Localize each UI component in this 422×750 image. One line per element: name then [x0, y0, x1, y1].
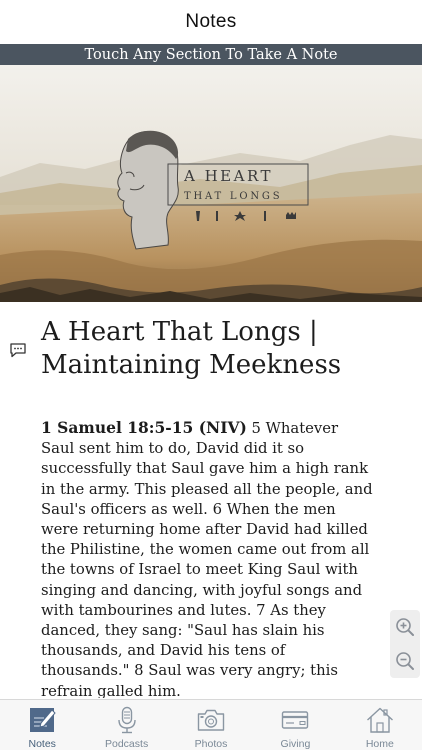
top-bar	[0, 0, 422, 44]
tab-label: Giving	[280, 738, 311, 750]
hero-title-line2: THAT LONGS	[184, 191, 283, 202]
scripture-reference: 1 Samuel 18:5-15 (NIV)	[41, 418, 247, 437]
scripture-text: 5 Whatever Saul sent him to do, David did it so successfully that Saul gave him a high rank in the army. This pleased all the people, and Saul's officers as well. 6 When the men were returning home after David had killed the Philistine, the women came out from all the towns of Israel to meet King Saul with singing and dancing, with joyful songs and with tambourines and lutes. 7 As they danced, they sang: "Saul has slain his thousands, and David his tens of thousands." 8 Saul was very angry; this refrain galled him.	[41, 420, 373, 698]
hero-title-line1: A HEART	[184, 167, 273, 185]
tab-giving[interactable]	[253, 700, 337, 750]
tab-label: Home	[365, 738, 394, 750]
tab-notes[interactable]	[0, 700, 84, 750]
page-title: Notes	[185, 11, 237, 32]
camera-icon	[196, 705, 226, 735]
zoom-out-icon[interactable]	[394, 650, 416, 672]
zoom-in-icon[interactable]	[394, 616, 416, 638]
microphone-icon	[112, 705, 142, 735]
sermon-hero-image	[0, 65, 422, 302]
zoom-controls	[390, 610, 420, 678]
tab-bar	[0, 699, 422, 750]
sermon-title[interactable]: A Heart That Longs | Maintaining Meekness	[41, 317, 342, 380]
tab-photos[interactable]	[169, 700, 253, 750]
scripture-passage[interactable]	[41, 418, 375, 698]
instruction-banner: Touch Any Section To Take A Note	[0, 44, 422, 65]
tab-label: Podcasts	[105, 738, 149, 750]
notes-icon	[27, 705, 57, 735]
note-icon[interactable]	[9, 342, 27, 358]
tab-label: Notes	[28, 738, 56, 750]
home-icon	[365, 705, 395, 735]
tab-podcasts[interactable]	[84, 700, 168, 750]
tab-label: Photos	[194, 738, 228, 750]
tab-home[interactable]	[338, 700, 422, 750]
credit-card-icon	[280, 705, 310, 735]
